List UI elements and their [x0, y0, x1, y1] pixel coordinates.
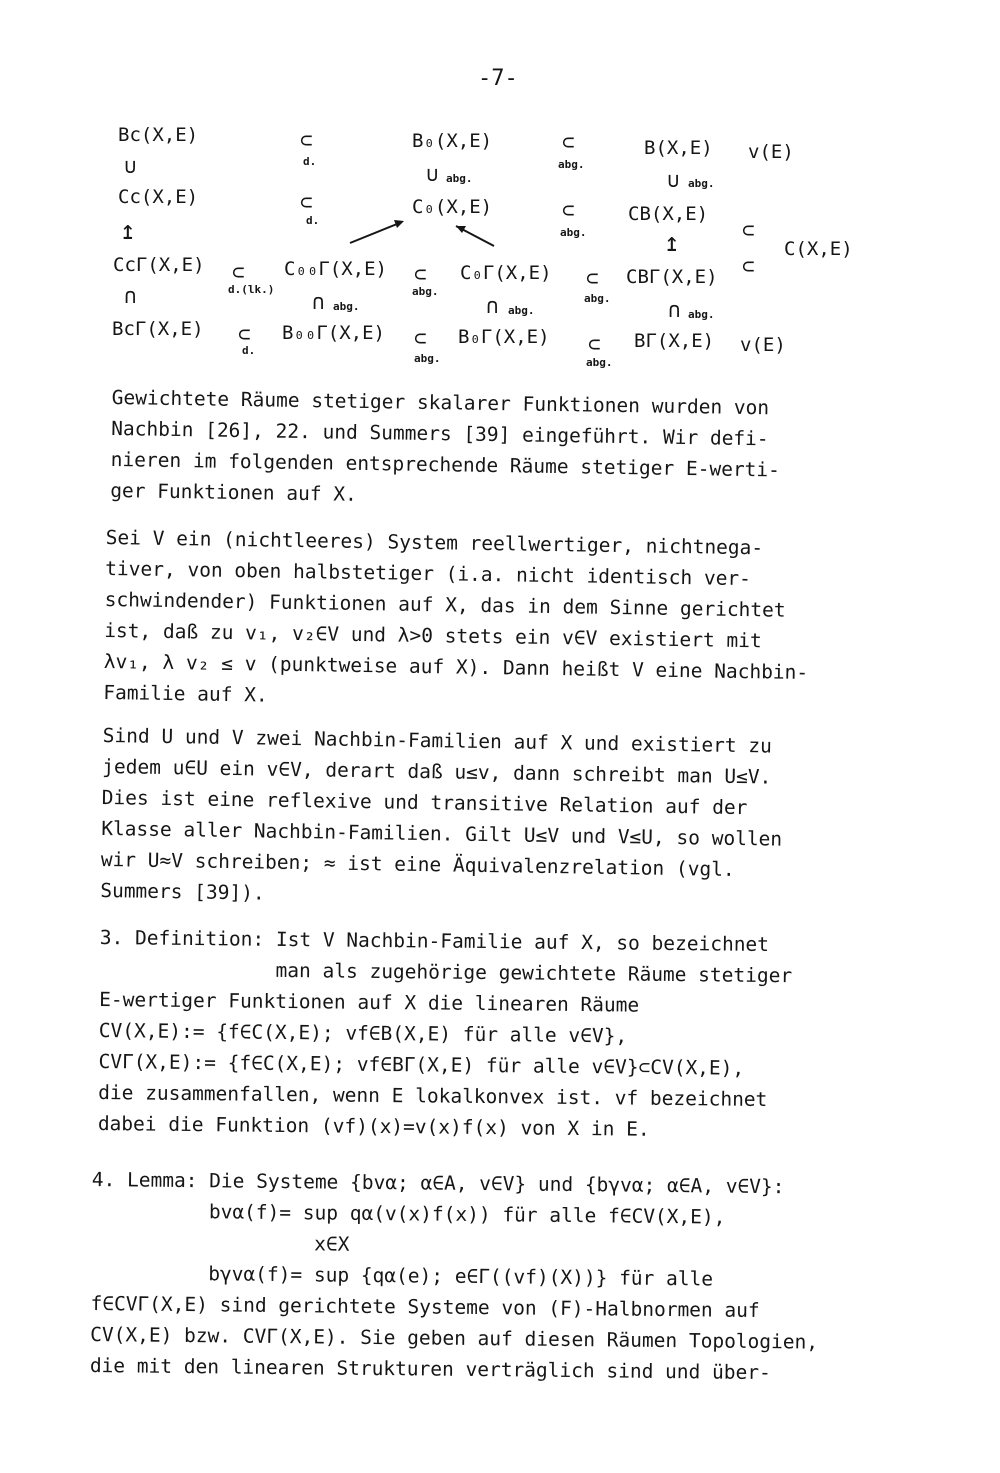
- b-gamma-space: BΓ(X,E): [634, 330, 715, 352]
- arrow-head-to-c0: [394, 220, 404, 228]
- v-e-label: v(E): [748, 141, 794, 163]
- tag-dlk: d.(lk.): [228, 283, 275, 296]
- subset-symbol: ⊂: [300, 128, 313, 152]
- c-c-gamma-space: CсΓ(X,E): [113, 254, 205, 276]
- paragraph-lemma: 4. Lemma: Die Systeme {bvα; α∈A, v∈V} und {bγvα; α∈A, v∈V}: bvα(f)= sup qα(v(x)f(x)) für alle f∈CV(X,E), x∈X bγvα(f)= sup {qα(e); e∈Γ((vf)(X))} für alle f∈CVΓ(X,E) sind gerichtete Systeme von (F)-Halbnormen auf CV(X,E) bzw. CVΓ(X,E). Sie geben auf diesen Räumen Topologien, die mit den linearen Strukturen verträglich sind und über-: [89, 1167, 819, 1385]
- paragraph-nachbin-family: Sei V ein (nichtleeres) System reellwertiger, nichtnega- tiver, von oben halbstetiger (i.a. nicht identisch ver- schwindender) Funktionen auf X, das in dem Sinne gerichtet ist, daß zu v₁, v₂∈V und λ>0 stets ein v∈V existiert mit λv₁, λ v₂ ≤ v (punktweise auf X). Dann heißt V eine Nachbin- Familie auf X.: [103, 525, 809, 707]
- c-space: C(X,E): [784, 238, 853, 260]
- tag-abg: abg.: [558, 158, 585, 171]
- subset-symbol: ⊂: [562, 130, 575, 154]
- tag-abg: abg.: [508, 304, 535, 317]
- b-space: B(X,E): [644, 137, 713, 159]
- tag-abg: abg.: [414, 352, 441, 365]
- union-symbol: ∪: [667, 168, 680, 192]
- b-0-gamma-space: B₀Γ(X,E): [458, 326, 550, 348]
- subset-symbol: ⊂: [414, 326, 427, 350]
- page-number: -7-: [478, 66, 518, 91]
- b-00-gamma-space: B₀₀Γ(X,E): [282, 322, 385, 344]
- tag-abg: abg.: [584, 292, 611, 305]
- up-arrow-icon: ↥: [120, 216, 136, 246]
- tag-d: d.: [242, 344, 256, 357]
- intersection-symbol: ∩: [312, 290, 325, 314]
- inclusion-diagram: [0, 0, 1000, 380]
- subset-symbol: ⊂: [586, 266, 599, 290]
- paragraph-weighted-spaces: Gewichtete Räume stetiger skalarer Funktionen wurden von Nachbin [26], 22. und Summers [39] eingeführt. Wir defi- nieren im folgenden entsprechende Räume stetiger E-werti- ger Funktionen auf X.: [110, 385, 781, 506]
- c-c-space: Cс(X,E): [118, 186, 199, 208]
- subset-symbol: ⊂: [414, 262, 427, 286]
- cb-space: CB(X,E): [628, 203, 709, 225]
- subset-symbol: ⊂: [562, 198, 575, 222]
- subset-symbol: ⊂: [238, 322, 251, 346]
- subset-symbol: ⊂: [742, 254, 755, 278]
- cb-gamma-space: CBΓ(X,E): [626, 266, 718, 288]
- c-0-gamma-space: C₀Γ(X,E): [460, 262, 552, 284]
- arrow-to-c0: [350, 222, 402, 243]
- tag-abg: abg.: [446, 172, 473, 185]
- tag-abg: abg.: [560, 226, 587, 239]
- tag-abg: abg.: [586, 356, 613, 369]
- v-e-label: v(E): [740, 334, 786, 356]
- subset-symbol: ⊂: [742, 218, 755, 242]
- b-c-gamma-space: BсΓ(X,E): [112, 318, 204, 340]
- subset-symbol: ⊂: [300, 190, 313, 214]
- subset-symbol: ⊂: [232, 260, 245, 284]
- subset-symbol: ⊂: [588, 332, 601, 356]
- c-00-gamma-space: C₀₀Γ(X,E): [284, 258, 387, 280]
- union-symbol: ∪: [124, 154, 137, 178]
- up-arrow-icon: ↥: [664, 228, 680, 258]
- intersection-symbol: ∩: [124, 284, 137, 308]
- tag-d: d.: [306, 214, 320, 227]
- tag-abg: abg.: [688, 308, 715, 321]
- union-symbol: ∪: [426, 162, 439, 186]
- tag-abg: abg.: [412, 285, 439, 298]
- tag-abg: abg.: [333, 300, 360, 313]
- c-0-space: C₀(X,E): [412, 196, 493, 218]
- tag-d: d.: [303, 155, 317, 168]
- b-0-space: B₀(X,E): [412, 130, 493, 152]
- intersection-symbol: ∩: [486, 294, 499, 318]
- intersection-symbol: ∩: [668, 298, 681, 322]
- paragraph-definition: 3. Definition: Ist V Nachbin-Familie auf X, so bezeichnet man als zugehörige gewichtete Räume stetiger E-wertiger Funktionen auf X die linearen Räume CV(X,E):= {f∈C(X,E); vf∈B(X,E) für alle v∈V}, CVΓ(X,E):= {f∈C(X,E); vf∈BΓ(X,E) für alle v∈V}⊂CV(X,E), die zusammenfallen, wenn E lokalkonvex ist. vf bezeichnet dabei die Funktion (vf)(x)=v(x)f(x) von X in E.: [97, 925, 793, 1141]
- paragraph-relation: Sind U und V zwei Nachbin-Familien auf X und existiert zu jedem u∈U ein v∈V, derart daß u≤v, dann schreibt man U≤V. Dies ist eine reflexive und transitive Relation auf der Klasse aller Nachbin-Familien. Gilt U≤V und V≤U, so wollen wir U≈V schreiben; ≈ ist eine Äquivalenzrelation (vgl. Summers [39]).: [100, 723, 783, 905]
- tag-abg: abg.: [688, 177, 715, 190]
- b-c-space: Bс(X,E): [118, 124, 199, 146]
